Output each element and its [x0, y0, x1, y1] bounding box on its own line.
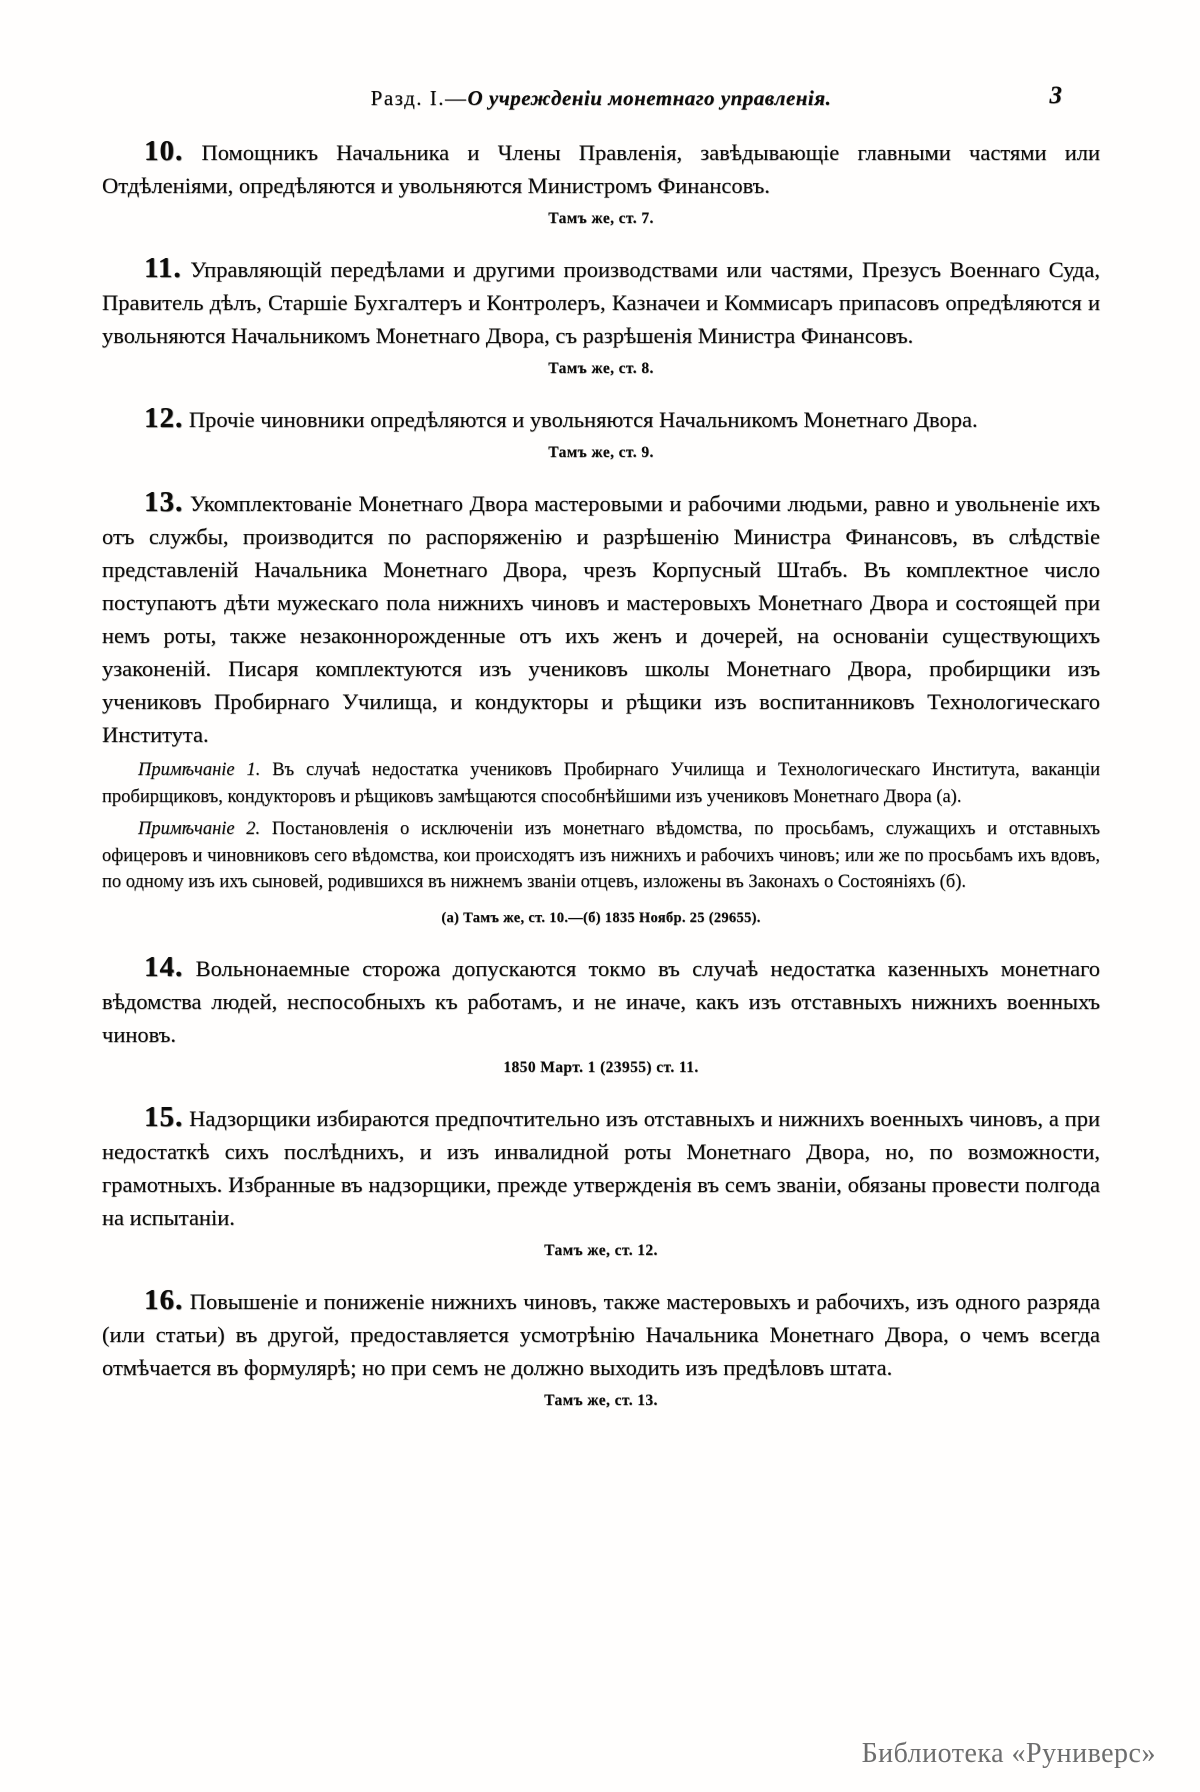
runivers-library-watermark: Библиотека «Руниверс»: [861, 1738, 1156, 1769]
article-13-number: 13.: [144, 486, 184, 518]
article-16-number: 16.: [144, 1283, 184, 1316]
article-12-text: Прочіе чиновники опредѣляются и увольняются Начальникомъ Монетнаго Двора.: [188, 407, 978, 432]
article-11-text: Управляющій передѣлами и другими производствами или частями, Презусъ Военнаго Суда, Правитель дѣлъ, Старшіе Бухгалтеръ и Контролеръ, Казначеи и Коммисаръ припасовъ опредѣляются и увольняются Начальникомъ Монетнаго Двора, съ разрѣшенія Министра Финансовъ.: [102, 257, 1100, 348]
article-14-citation: 1850 Март. 1 (23955) ст. 11.: [503, 1058, 699, 1076]
article-10-text: Помощникъ Начальника и Члены Правленія, завѣдывающіе главными частями или Отдѣленіями, опредѣляются и увольняются Министромъ Финансовъ.: [102, 140, 1101, 198]
article-16-citation: Тамъ же, ст. 13.: [544, 1391, 658, 1409]
article-13-footnote: (а) Тамъ же, ст. 10.—(б) 1835 Ноябр. 25 (29655).: [441, 909, 761, 926]
article-12: [102, 402, 1100, 436]
article-13-text: Укомплектованіе Монетнаго Двора мастеровыми и рабочими людьми, равно и увольненіе ихъ отъ службы, производится по распоряженію и разрѣшенію Министра Финансовъ, въ слѣдствіе представленій Начальника Монетнаго Двора, чрезъ Корпусный Штабъ. Въ комплектное число поступаютъ дѣти мужескаго пола нижнихъ чиновъ и мастеровыхъ Монетнаго Двора и состоящей при немъ роты, также незаконнорожденные отъ ихъ женъ и дочерей, на основаніи существующихъ узаконеній. Писаря комплектуются изъ учениковъ школы Монетнаго Двора, пробирщики изъ учениковъ Пробирнаго Училища, и кондукторы и рѣщики изъ воспитанниковъ Технологическаго Института.: [102, 491, 1101, 747]
article-15-text: Надзорщики избираются предпочтительно изъ отставныхъ и нижнихъ военныхъ чиновъ, а при недостаткѣ сихъ послѣднихъ, и изъ инвалидной роты Монетнаго Двора, но, по возможности, грамотныхъ. Избранные въ надзорщики, прежде утвержденія въ семъ званіи, обязаны провести полгода на испытаніи.: [102, 1105, 1100, 1230]
article-10-number: 10.: [144, 135, 184, 167]
note-2-text: Постановленія о исключеніи изъ монетнаго вѣдомства, по просьбамъ, служащихъ и отставныхъ офицеровъ и чиновниковъ сего вѣдомства, кои происходятъ изъ нижнихъ и рабочихъ чиновъ; или же по просьбамъ ихъ вдовъ, по одному изъ ихъ сыновей, родившихся въ нижнемъ званіи отцевъ, изложены въ Законахъ о Состояніяхъ (б).: [102, 819, 1100, 892]
note-1-label: Примѣчаніе 1.: [138, 760, 261, 780]
note-1-text: Въ случаѣ недостатка учениковъ Пробирнаго Училища и Технологическаго Института, ваканціи пробирщиковъ, кондукторовъ и рѣщиковъ замѣщаются способнѣйшими изъ учениковъ Монетнаго Двора (а).: [102, 760, 1100, 807]
section-label: Разд. I.—: [370, 86, 468, 110]
article-15: [102, 1101, 1100, 1234]
article-11: [102, 252, 1100, 352]
article-15-citation: Тамъ же, ст. 12.: [544, 1241, 658, 1259]
article-13-note-1: [102, 757, 1100, 810]
article-16: [102, 1284, 1100, 1384]
article-14: [102, 951, 1100, 1051]
note-2-label: Примѣчаніе 2.: [138, 819, 261, 839]
text-block: [102, 82, 1101, 1424]
section-title: О учрежденіи монетнаго управленія.: [467, 86, 832, 110]
article-12-number: 12.: [144, 402, 184, 434]
article-10: [102, 135, 1100, 202]
article-12-citation: Тамъ же, ст. 9.: [548, 444, 654, 461]
article-13: [102, 486, 1100, 751]
article-10-citation: Тамъ же, ст. 7.: [548, 210, 654, 227]
article-13-note-2: [102, 816, 1100, 896]
article-14-text: Вольнонаемные сторожа допускаются токмо въ случаѣ недостатка казенныхъ монетнаго вѣдомства людей, неспособныхъ къ работамъ, и не иначе, какъ изъ отставныхъ нижнихъ военныхъ чиновъ.: [102, 955, 1100, 1047]
running-head: [102, 82, 1100, 111]
article-11-number: 11.: [144, 252, 182, 284]
article-15-number: 15.: [144, 1100, 184, 1133]
article-14-number: 14.: [144, 950, 184, 983]
page-number: 3: [1049, 82, 1062, 109]
article-16-text: Повышеніе и пониженіе нижнихъ чиновъ, также мастеровыхъ и рабочихъ, изъ одного разряда (или статьи) въ другой, предоставляется усмотрѣнію Начальника Монетнаго Двора, о чемъ всегда отмѣчается въ формулярѣ; но при семъ не должно выходить изъ предѣловъ штата.: [102, 1288, 1101, 1380]
article-11-citation: Тамъ же, ст. 8.: [548, 360, 654, 377]
